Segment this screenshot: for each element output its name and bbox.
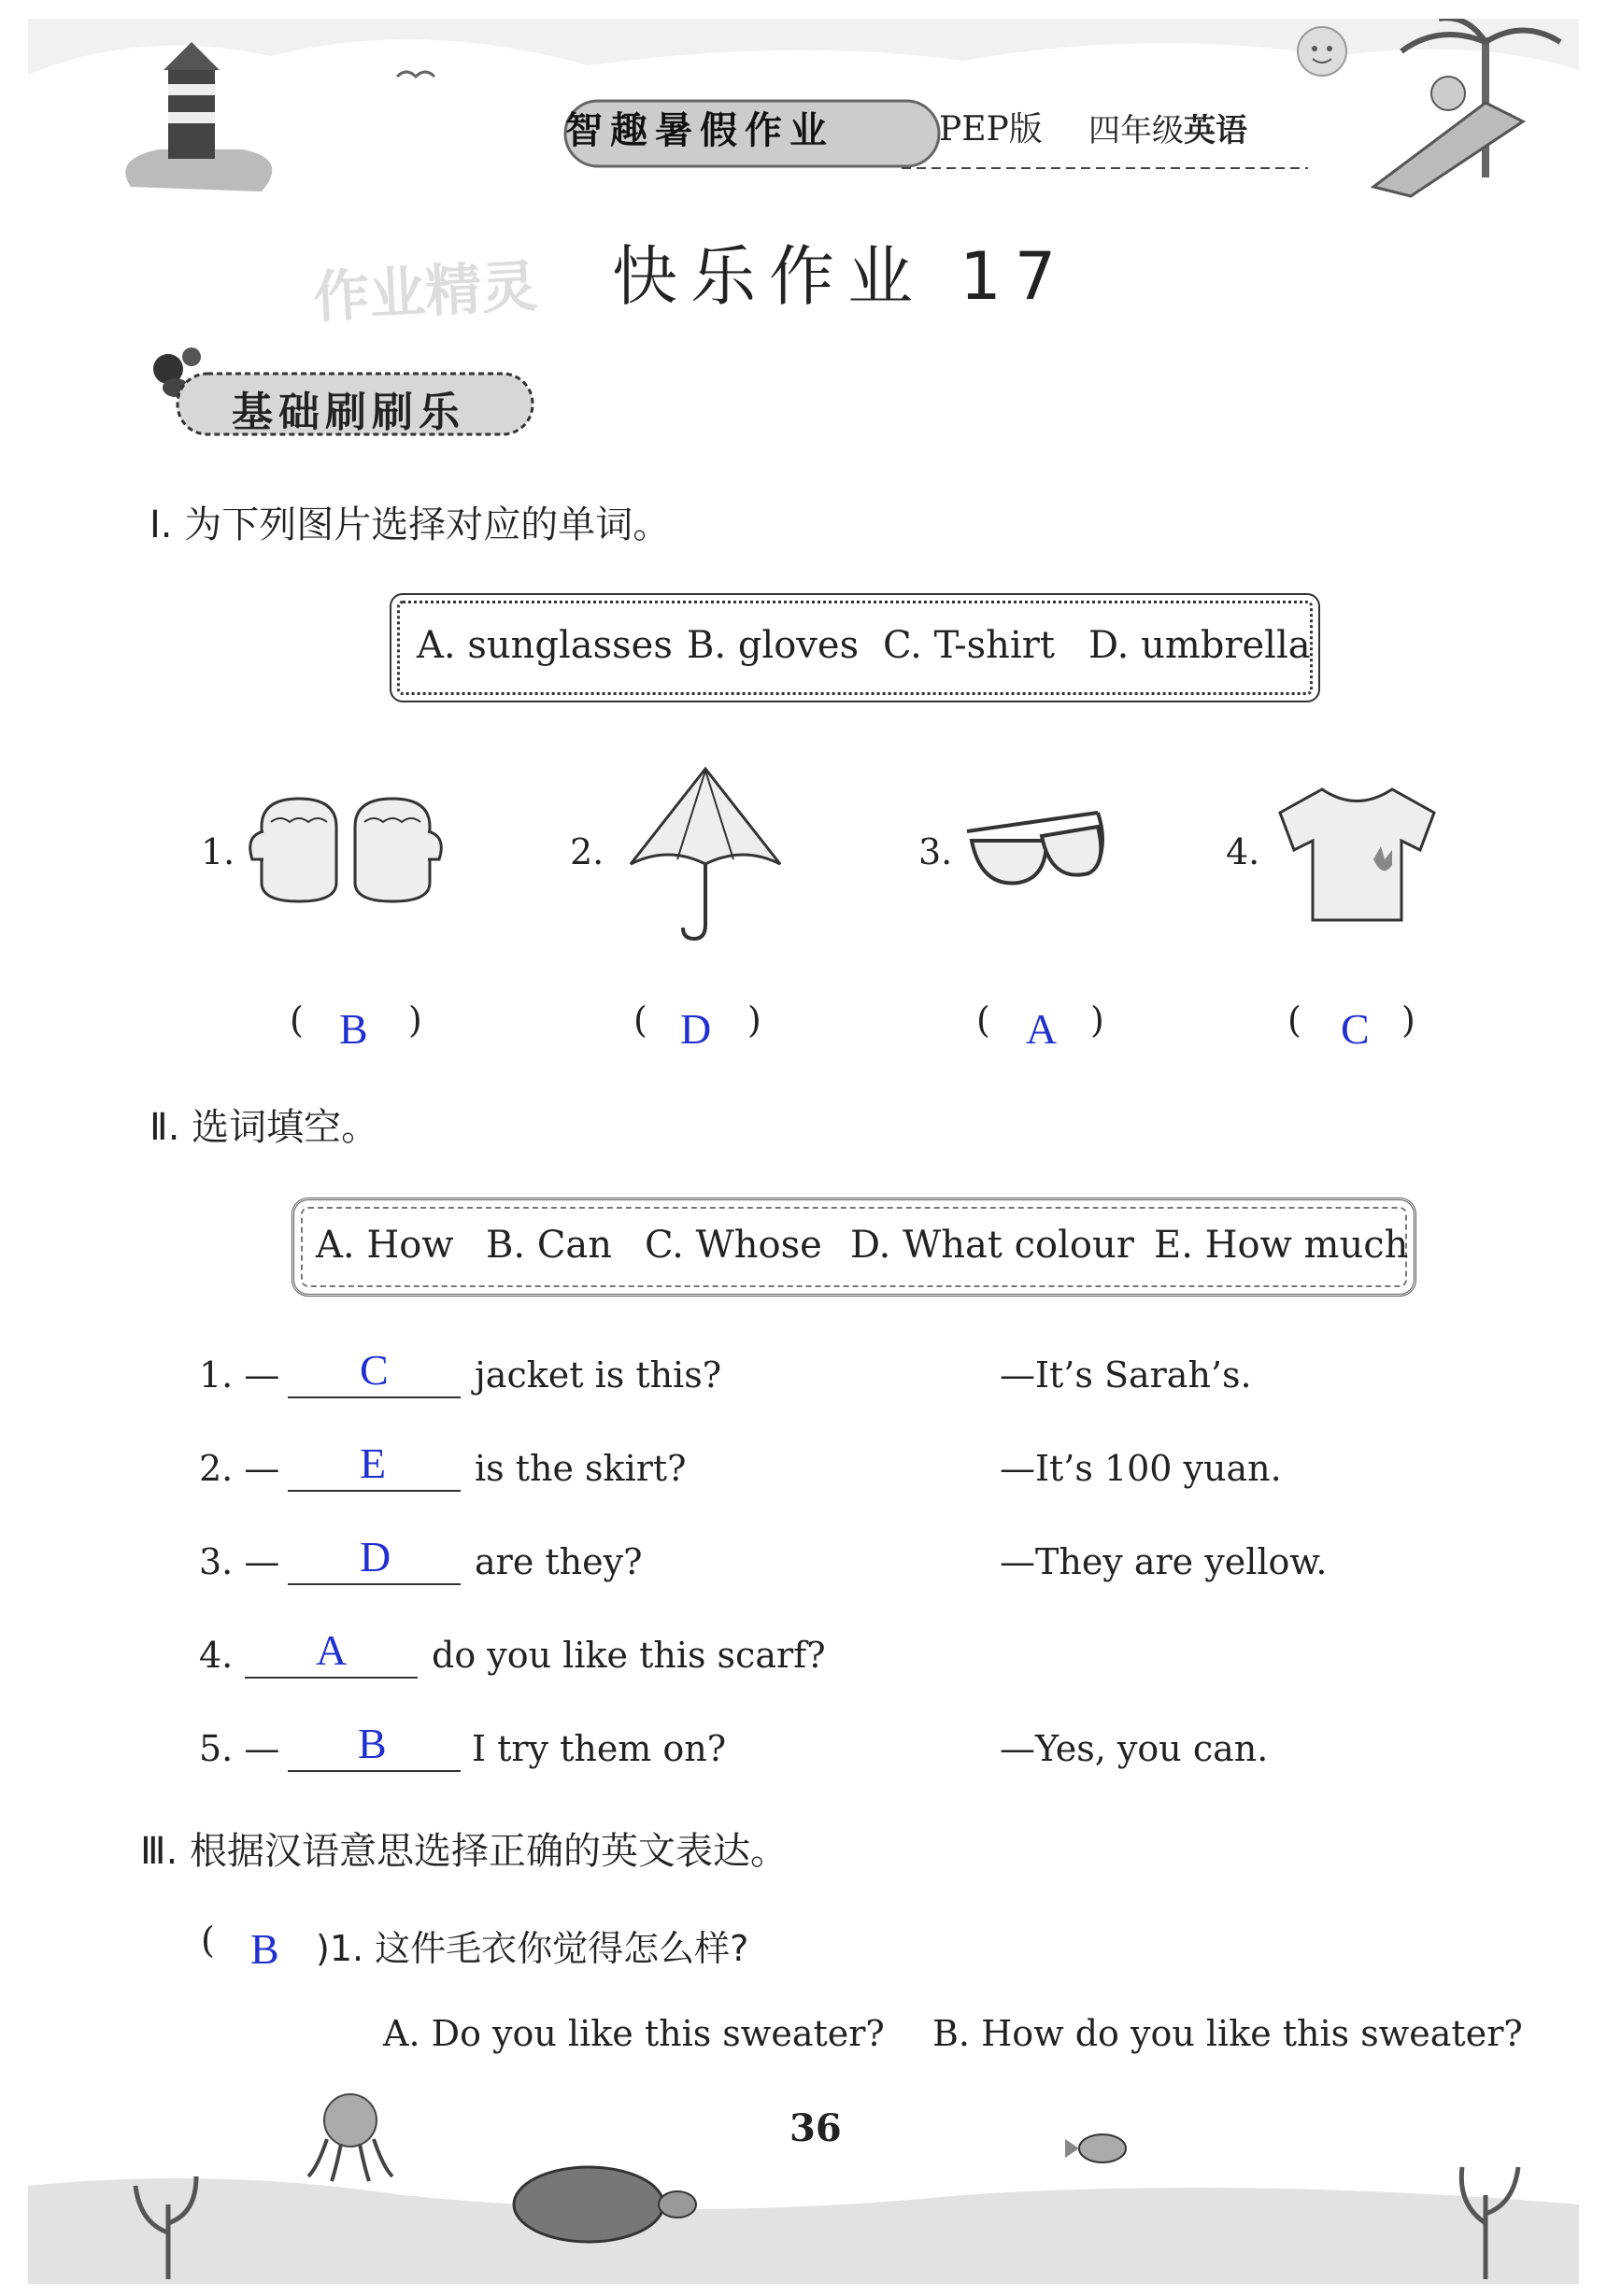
q5-text: I try them on? <box>472 1728 727 1769</box>
q5-answer[interactable]: B <box>358 1720 387 1767</box>
item-number: 2. <box>570 831 604 872</box>
q3-reply: —They are yellow. <box>1000 1541 1328 1582</box>
q3-number: 3. — <box>199 1541 280 1582</box>
sun-icon <box>1298 27 1346 76</box>
part2-option-e: E. How much <box>1154 1224 1409 1267</box>
part1-option-d: D. umbrella <box>1088 624 1311 667</box>
q4-number: 4. <box>199 1635 234 1676</box>
part1-option-b: B. gloves <box>687 624 860 667</box>
q2-text: is the skirt? <box>475 1448 687 1489</box>
q5-reply: —Yes, you can. <box>1000 1728 1269 1769</box>
answer-paren: ) <box>1090 999 1104 1041</box>
grade-label <box>1088 105 1247 150</box>
answer-paren: ) <box>1401 999 1415 1041</box>
part3-answer-1[interactable]: B <box>250 1925 279 1973</box>
ocean-footer-decoration <box>28 2074 1579 2284</box>
q3-blank <box>288 1583 461 1585</box>
part2-option-b: B. Can <box>486 1224 613 1267</box>
item-number: 1. <box>201 831 235 872</box>
q3-text: are they? <box>475 1541 643 1582</box>
q1-text: jacket is this? <box>475 1354 722 1396</box>
page-number: 36 <box>789 2106 842 2150</box>
answer-paren: ( <box>633 999 647 1041</box>
q2-answer[interactable]: E <box>360 1439 387 1487</box>
part3-q1-option-a: A. Do you like this sweater? <box>383 2013 885 2054</box>
part1-answer-3[interactable]: A <box>1026 1005 1058 1053</box>
q1-reply: —It’s Sarah’s. <box>1000 1354 1252 1396</box>
watermark: 作业精灵 <box>311 253 539 332</box>
answer-paren: ( <box>1287 999 1301 1041</box>
answer-paren: ( <box>201 1920 215 1961</box>
answer-paren: ( <box>290 999 304 1041</box>
part2-heading: Ⅱ. 选词填空。 <box>149 1106 379 1149</box>
q2-number: 2. — <box>199 1448 280 1489</box>
item-number: 4. <box>1226 831 1260 872</box>
lighthouse-icon <box>125 42 272 191</box>
part1-answer-1[interactable]: B <box>339 1005 368 1053</box>
part3-heading: Ⅲ. 根据汉语意思选择正确的英文表达。 <box>140 1830 789 1873</box>
q3-answer[interactable]: D <box>360 1533 391 1580</box>
gloves-icon <box>243 789 448 911</box>
page-title: 快乐作业 17 <box>612 238 1070 315</box>
grade-prefix: 四年级 <box>1088 112 1184 149</box>
part3-q1-option-b: B. How do you like this sweater? <box>932 2013 1523 2054</box>
q4-blank <box>245 1677 418 1679</box>
q5-number: 5. — <box>199 1728 280 1769</box>
tshirt-icon <box>1271 780 1443 929</box>
q2-blank <box>288 1490 461 1492</box>
q5-blank <box>288 1770 461 1772</box>
edition-label: PEP版 <box>939 110 1043 149</box>
brand-title: 智趣暑假作业 <box>565 109 834 152</box>
bird-icon <box>397 72 434 77</box>
answer-paren: ) <box>747 999 761 1041</box>
part2-option-a: A. How <box>316 1224 454 1267</box>
part1-heading: Ⅰ. 为下列图片选择对应的单词。 <box>149 503 671 546</box>
part1-answer-2[interactable]: D <box>680 1005 712 1053</box>
q1-answer[interactable]: C <box>360 1346 389 1394</box>
q1-blank <box>288 1396 461 1398</box>
q1-number: 1. — <box>199 1354 280 1396</box>
part1-option-c: C. T-shirt <box>883 624 1055 667</box>
answer-paren: ) <box>408 999 422 1041</box>
sunglasses-icon <box>958 803 1107 906</box>
q4-text: do you like this scarf? <box>432 1635 826 1676</box>
part1-option-a: A. sunglasses <box>417 624 673 667</box>
item-number: 3. <box>918 831 953 872</box>
q2-reply: —It’s 100 yuan. <box>1000 1448 1282 1489</box>
octopus-icon <box>308 2094 392 2181</box>
q4-answer[interactable]: A <box>316 1626 348 1674</box>
section-badge-label: 基础刷刷乐 <box>232 389 465 436</box>
fish-icon <box>1065 2134 1126 2162</box>
umbrella-icon <box>621 761 789 943</box>
part2-option-c: C. Whose <box>645 1224 822 1267</box>
part3-q1-text: )1. 这件毛衣你觉得怎么样? <box>316 1928 749 1969</box>
part2-option-d: D. What colour <box>850 1224 1134 1267</box>
answer-paren: ( <box>976 999 990 1041</box>
grade-subject: 英语 <box>1184 112 1247 149</box>
part1-answer-4[interactable]: C <box>1341 1005 1370 1053</box>
